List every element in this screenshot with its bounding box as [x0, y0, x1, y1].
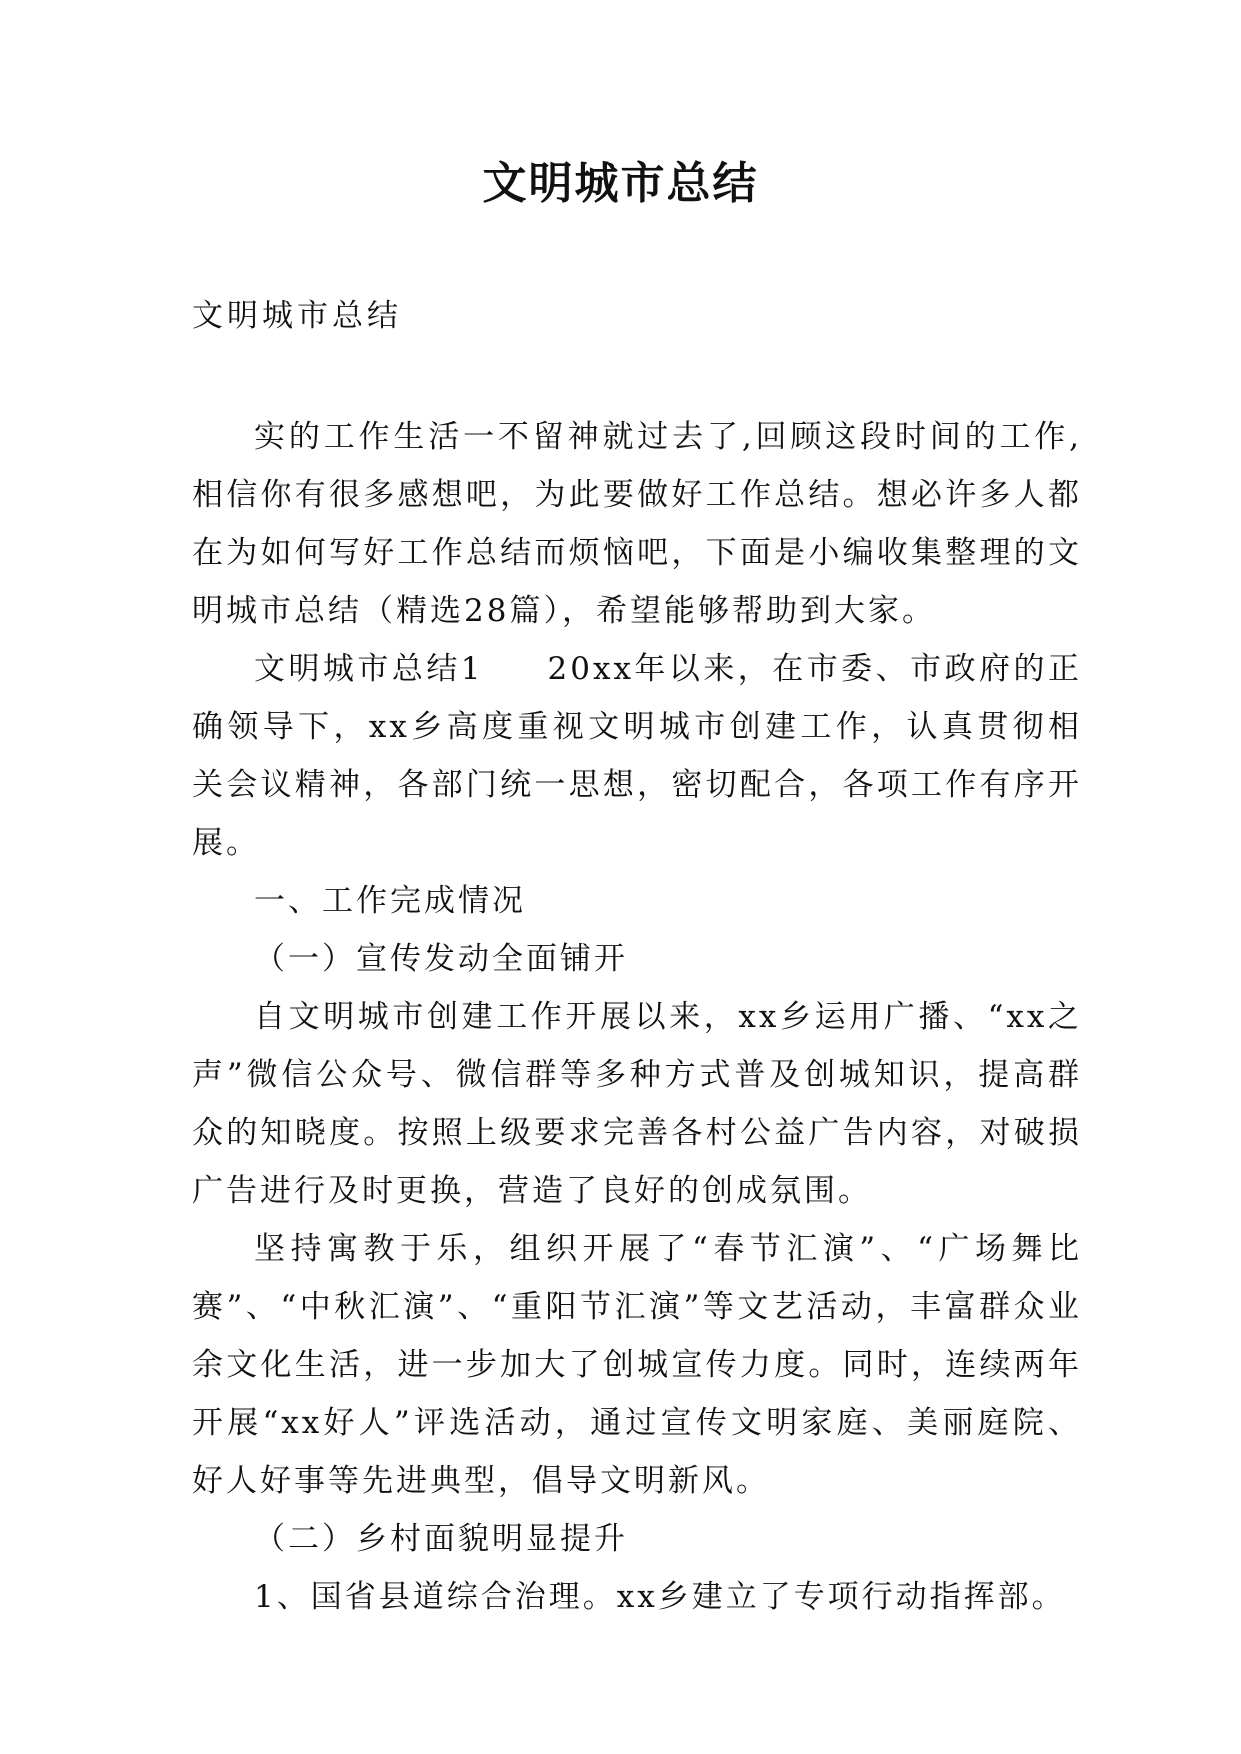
- document-subtitle: 文明城市总结: [192, 298, 402, 334]
- paragraph-road-governance: 1、国省县道综合治理。xx乡建立了专项行动指挥部。: [254, 1579, 1066, 1615]
- heading-work-status: 一、工作完成情况: [254, 883, 526, 919]
- paragraph-intro: 实的工作生活一不留神就过去了,回顾这段时间的工作,相信你有很多感想吧，为此要做好工作总结。想必许多人都在为如何写好工作总结而烦恼吧，下面是小编收集整理的文明城市总结（精选28篇），希望能够帮助到大家。: [192, 419, 1082, 629]
- paragraph-publicity: 自文明城市创建工作开展以来，xx乡运用广播、“xx之声”微信公众号、微信群等多种方式普及创城知识，提高群众的知晓度。按照上级要求完善各村公益广告内容，对破损广告进行及时更换，营造了良好的创成氛围。: [192, 999, 1082, 1209]
- section-label: 文明城市总结1: [254, 651, 484, 687]
- document-body: [192, 408, 1082, 1626]
- document-title: 文明城市总结: [482, 158, 759, 209]
- heading-publicity: （一）宣传发动全面铺开: [254, 941, 628, 977]
- heading-village-improvement: （二）乡村面貌明显提升: [254, 1521, 628, 1557]
- paragraph-section-1-text: 20xx年以来，在市委、市政府的正确领导下，xx乡高度重视文明城市创建工作，认真贯彻相关会议精神，各部门统一思想，密切配合，各项工作有序开展。: [192, 651, 1082, 861]
- paragraph-section-1: [192, 640, 1082, 872]
- paragraph-activities: 坚持寓教于乐，组织开展了“春节汇演”、“广场舞比赛”、“中秋汇演”、“重阳节汇演”等文艺活动，丰富群众业余文化生活，进一步加大了创城宣传力度。同时，连续两年开展“xx好人”评选活动，通过宣传文明家庭、美丽庭院、好人好事等先进典型，倡导文明新风。: [192, 1231, 1082, 1499]
